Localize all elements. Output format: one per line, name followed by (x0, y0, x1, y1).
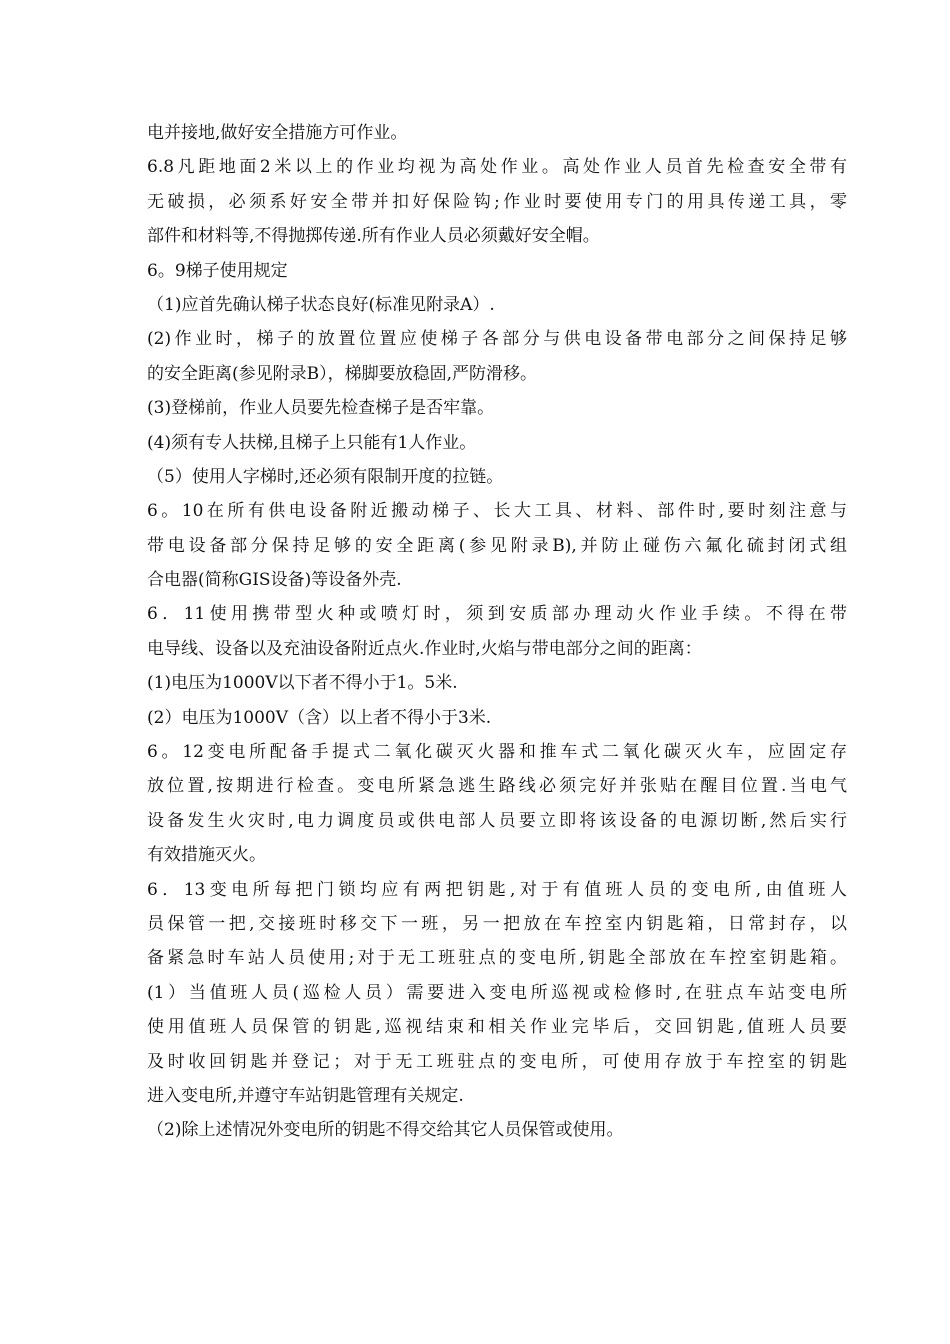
text-line: (1)电压为1000V以下者不得小于1。5米. (147, 673, 458, 694)
text-line: 及时收回钥匙并登记；对于无工班驻点的变电所，可使用存放于车控室的钥匙 (147, 1051, 847, 1072)
text-line: 电导线、设备以及充油设备附近点火.作业时,火焰与带电部分之间的距离： (147, 638, 702, 659)
text-line: 部件和材料等,不得抛掷传递.所有作业人员必须戴好安全帽。 (147, 226, 600, 247)
text-line: 6．11使用携带型火种或喷灯时，须到安质部办理动火作业手续。不得在带 (147, 604, 847, 625)
text-line: 备紧急时车站人员使用;对于无工班驻点的变电所,钥匙全部放在车控室钥匙箱。 (147, 948, 847, 969)
text-line: (2）电压为1000V（含）以上者不得小于3米. (147, 707, 492, 728)
text-line: (2)作业时，梯子的放置位置应使梯子各部分与供电设备带电部分之间保持足够 (147, 329, 847, 350)
text-line: 放位置,按期进行检查。变电所紧急逃生路线必须完好并张贴在醒目位置.当电气 (147, 776, 847, 797)
text-line: 6。12变电所配备手提式二氧化碳灭火器和推车式二氧化碳灭火车，应固定存 (147, 742, 847, 763)
text-line: 合电器(简称GIS设备)等设备外壳. (147, 570, 402, 591)
document-body (147, 116, 847, 1148)
text-line: （1)应首先确认梯子状态良好(标准见附录A）. (147, 294, 495, 315)
text-line: 6.8凡距地面2米以上的作业均视为高处作业。高处作业人员首先检查安全带有 (147, 157, 847, 178)
text-line: (4)须有专人扶梯,且梯子上只能有1人作业。 (147, 432, 477, 453)
text-line: 6．13变电所每把门锁均应有两把钥匙,对于有值班人员的变电所,由值班人 (147, 879, 847, 900)
text-line: (3)登梯前，作业人员要先检查梯子是否牢靠。 (147, 398, 495, 419)
text-line: 电并接地,做好安全措施方可作业。 (147, 123, 408, 143)
text-line: 员保管一把,交接班时移交下一班，另一把放在车控室内钥匙箱，日常封存，以 (147, 913, 847, 934)
text-line: （2)除上述情况外变电所的钥匙不得交给其它人员保管或使用。 (147, 1120, 624, 1141)
text-line: 设备发生火灾时,电力调度员或供电部人员要立即将该设备的电源切断,然后实行 (147, 810, 847, 831)
text-line: 进入变电所,并遵守车站钥匙管理有关规定. (147, 1085, 464, 1106)
text-line: 有效措施灭火。 (147, 845, 266, 866)
text-line: 使用值班人员保管的钥匙,巡视结束和相关作业完毕后，交回钥匙,值班人员要 (147, 1017, 847, 1038)
text-line: 6。9梯子使用规定 (147, 260, 288, 281)
text-line: 无破损，必须系好安全带并扣好保险钩;作业时要使用专门的用具传递工具，零 (147, 191, 847, 212)
text-line: (1）当值班人员(巡检人员）需要进入变电所巡视或检修时,在驻点车站变电所 (147, 982, 847, 1003)
text-line: 的安全距离(参见附录B），梯脚要放稳固,严防滑移。 (147, 363, 538, 384)
text-line: 带电设备部分保持足够的安全距离(参见附录B),并防止碰伤六氟化硫封闭式组 (147, 535, 847, 556)
text-line: （5）使用人字梯时,还必须有限制开度的拉链。 (147, 466, 504, 487)
text-line: 6。10在所有供电设备附近搬动梯子、长大工具、材料、部件时,要时刻注意与 (147, 501, 847, 522)
